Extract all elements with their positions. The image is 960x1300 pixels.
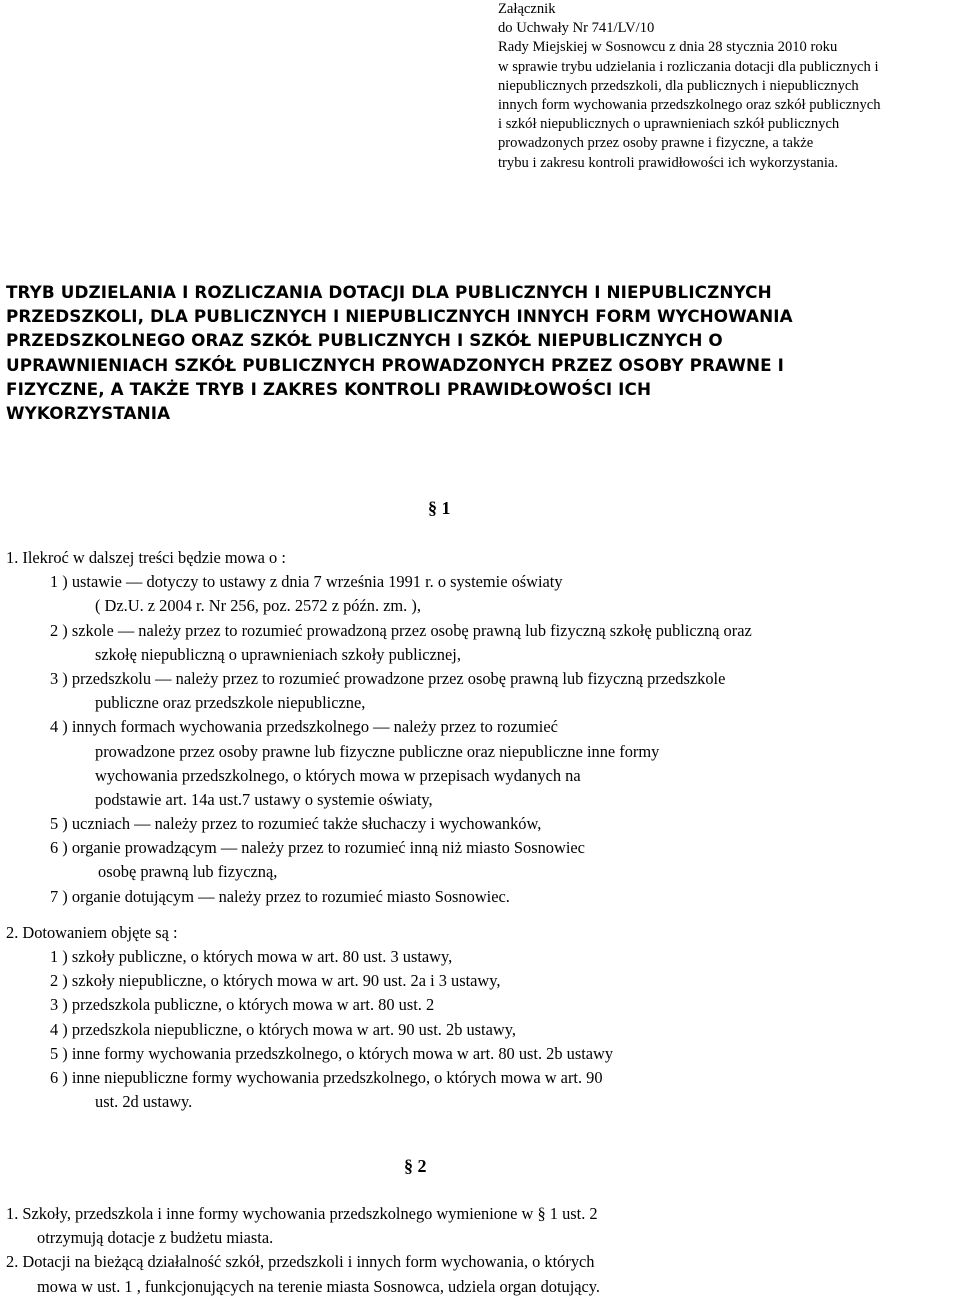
definition-item-line: 3 ) przedszkolu — należy przez to rozumieć prowadzone przez osobę prawną lub fizyczną przedszkole [50, 668, 726, 688]
definition-item-line: szkołę niepubliczną o uprawnieniach szkoły publicznej, [95, 644, 461, 664]
section-1-mark: § 1 [428, 498, 451, 518]
section-1-para-2-list [6, 945, 960, 1114]
funded-item-line: 6 ) inne niepubliczne formy wychowania przedszkolnego, o których mowa w art. 90 [50, 1067, 603, 1087]
section-2-paragraph-line: 2. Dotacji na bieżącą działalność szkół, przedszkoli i innych form wychowania, o których [6, 1252, 595, 1272]
title-line: PRZEDSZKOLNEGO ORAZ SZKÓŁ PUBLICZNYCH I SZKÓŁ NIEPUBLICZNYCH O [6, 330, 723, 351]
funded-item-line: ust. 2d ustawy. [95, 1092, 193, 1112]
funded-item-line: 2 ) szkoły niepubliczne, o których mowa w art. 90 ust. 2a i 3 ustawy, [50, 971, 501, 991]
funded-item-line: 4 ) przedszkola niepubliczne, o których mowa w art. 90 ust. 2b ustawy, [50, 1019, 516, 1039]
annex-line: i szkół niepublicznych o uprawnieniach szkół publicznych [498, 116, 840, 133]
definition-item-line: podstawie art. 14a ust.7 ustawy o systemie oświaty, [95, 789, 433, 809]
annex-line: trybu i zakresu kontroli prawidłowości ich wykorzystania. [498, 154, 839, 171]
definition-item-line: prowadzone przez osoby prawne lub fizyczne publiczne oraz niepubliczne inne formy [95, 741, 660, 761]
section-1-para-1-lead: 1. Ilekroć w dalszej treści będzie mowa o : [6, 548, 286, 567]
funded-item-line: 5 ) inne formy wychowania przedszkolnego, o których mowa w art. 80 ust. 2b ustawy [50, 1043, 614, 1063]
annex-line: do Uchwały Nr 741/LV/10 [498, 20, 655, 37]
annex-header [498, 0, 881, 173]
definition-item-line: wychowania przedszkolnego, o których mowa w przepisach wydanych na [95, 765, 581, 785]
title-line: UPRAWNIENIACH SZKÓŁ PUBLICZNYCH PROWADZONYCH PRZEZ OSOBY PRAWNE I [6, 354, 784, 375]
definition-item-line: publiczne oraz przedszkole niepubliczne, [95, 693, 366, 713]
section-2-mark: § 2 [404, 1156, 427, 1176]
definition-item-line: 7 ) organie dotującym — należy przez to rozumieć miasto Sosnowiec. [50, 886, 510, 906]
section-1-para-1-list [6, 570, 960, 909]
section-2-paragraph-line: otrzymują dotacje z budżetu miasta. [37, 1228, 274, 1248]
annex-line: Załącznik [498, 1, 556, 17]
section-2-paragraph-line: 1. Szkoły, przedszkola i inne formy wychowania przedszkolnego wymienione w § 1 ust. 2 [6, 1204, 598, 1223]
definition-item-line: 6 ) organie prowadzącym — należy przez to rozumieć inną niż miasto Sosnowiec [50, 838, 585, 858]
section-1-para-2-lead: 2. Dotowaniem objęte są : [6, 922, 178, 942]
definition-item-line: osobę prawną lub fizyczną, [98, 862, 278, 882]
annex-line: niepublicznych przedszkoli, dla publicznych i niepublicznych [498, 77, 859, 94]
section-1-body [6, 546, 960, 1114]
funded-item-line: 3 ) przedszkola publiczne, o których mowa w art. 80 ust. 2 [50, 995, 435, 1015]
document-title [6, 280, 956, 425]
annex-line: Rady Miejskiej w Sosnowcu z dnia 28 stycznia 2010 roku [498, 39, 838, 56]
title-line: FIZYCZNE, A TAKŻE TRYB I ZAKRES KONTROLI PRAWIDŁOWOŚCI ICH [6, 378, 652, 399]
title-line: TRYB UDZIELANIA I ROZLICZANIA DOTACJI DLA PUBLICZNYCH I NIEPUBLICZNYCH [6, 282, 772, 302]
funded-item-line: 1 ) szkoły publiczne, o których mowa w art. 80 ust. 3 ustawy, [50, 947, 453, 966]
definition-item-line: 4 ) innych formach wychowania przedszkolnego — należy przez to rozumieć [50, 717, 558, 737]
annex-line: w sprawie trybu udzielania i rozliczania dotacji dla publicznych i [498, 58, 879, 75]
definition-item-line: 1 ) ustawie — dotyczy to ustawy z dnia 7 września 1991 r. o systemie oświaty [50, 572, 563, 592]
title-line: PRZEDSZKOLI, DLA PUBLICZNYCH I NIEPUBLICZNYCH INNYCH FORM WYCHOWANIA [6, 306, 793, 327]
section-2-body [6, 1202, 960, 1299]
section-2-paragraph-line: mowa w ust. 1 , funkcjonujących na terenie miasta Sosnowca, udziela organ dotujący. [37, 1276, 601, 1296]
title-line: WYKORZYSTANIA [6, 402, 171, 423]
annex-line: innych form wychowania przedszkolnego oraz szkół publicznych [498, 96, 881, 113]
annex-line: prowadzonych przez osoby prawne i fizyczne, a także [498, 135, 814, 152]
definition-item-line: 5 ) uczniach — należy przez to rozumieć także słuchaczy i wychowanków, [50, 814, 542, 834]
definition-item-line: 2 ) szkole — należy przez to rozumieć prowadzoną przez osobę prawną lub fizyczną szkołę publiczną oraz [50, 620, 752, 640]
definition-item-line: ( Dz.U. z 2004 r. Nr 256, poz. 2572 z późn. zm. ), [95, 596, 421, 616]
